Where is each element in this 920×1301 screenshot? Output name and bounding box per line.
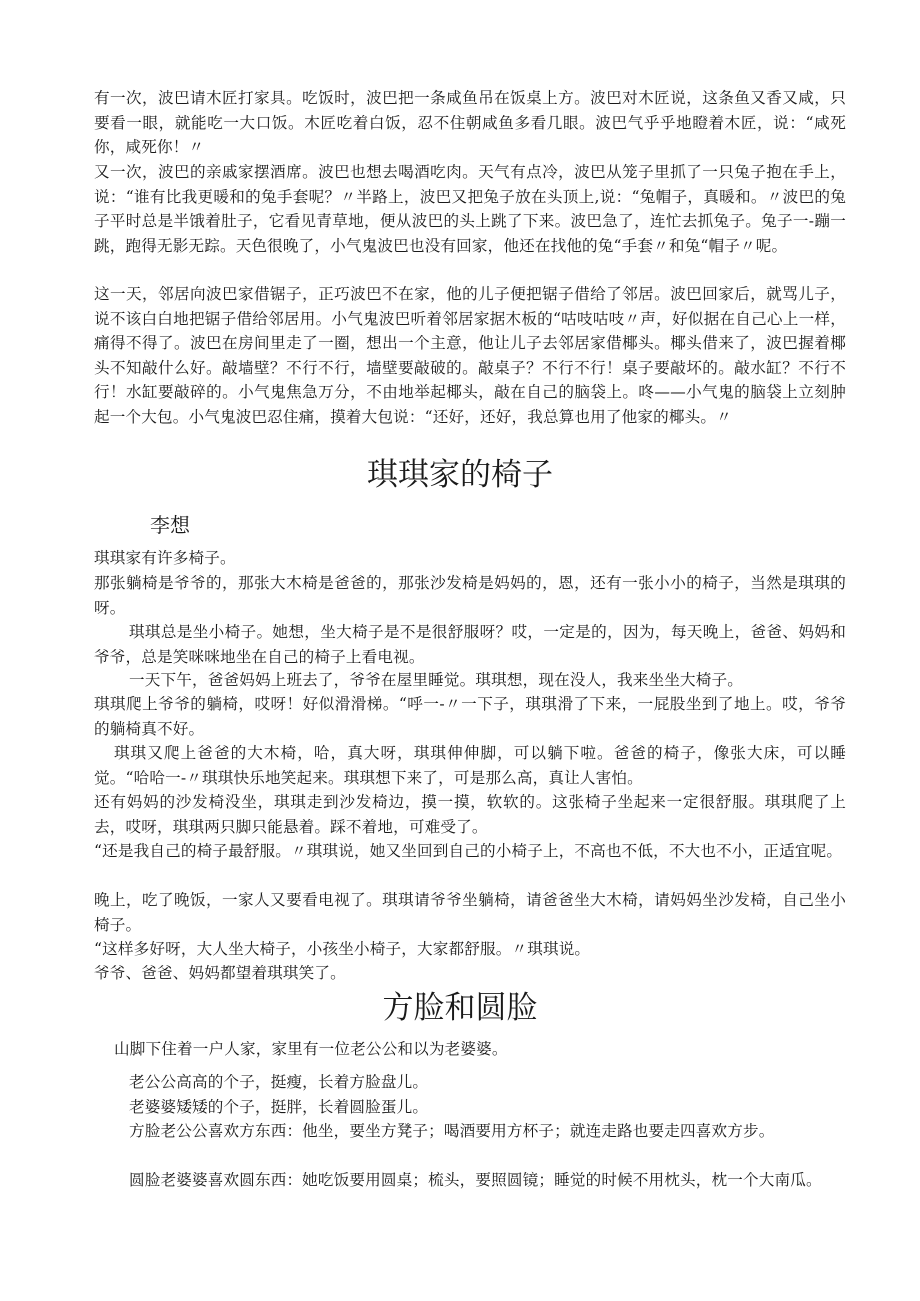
story3-paragraph-5: 圆脸老婆婆喜欢圆东西：她吃饭要用圆桌；梳头，要照圆镜；睡觉的时候不用枕头，枕一个大南瓜。 <box>129 1171 822 1189</box>
story1-paragraph-2: 又一次，波巴的亲戚家摆酒席。波巴也想去喝酒吃肉。天气有点冷，波巴从笼子里抓了一只兔子抱在手上，说：“谁有比我更暖和的兔手套呢？〃半路上，波巴又把兔子放在头顶上,说：“兔帽子，真暖和。〃波巴的兔子平时总是半饿着肚子，它看见青草地，便从波巴的头上跳了下来。波巴急了，连忙去抓兔子。兔子一-蹦一跳，跑得无影无踪。天色很晚了，小气鬼波巴也没有回家，他还在找他的兔“手套〃和兔“帽子〃呢。 <box>94 163 846 255</box>
story2-paragraph-3: 琪琪总是坐小椅子。她想，坐大椅子是不是很舒服呀？哎，一定是的，因为，每天晚上，爸爸、妈妈和爷爷，总是笑咪咪地坐在自己的椅子上看电视。 <box>94 623 846 666</box>
story2-paragraph-11: 爷爷、爸爸、妈妈都望着琪琪笑了。 <box>94 964 346 982</box>
story2-paragraph-6: 琪琪又爬上爸爸的大木椅，哈，真大呀，琪琪伸伸脚，可以躺下啦。爸爸的椅子，像张大床，可以睡觉。“哈哈一-〃琪琪快乐地笑起来。琪琪想下来了，可是那么高，真让人害怕。 <box>94 744 846 787</box>
story2-paragraph-7: 还有妈妈的沙发椅没坐，琪琪走到沙发椅边，摸一摸，软软的。这张椅子坐起来一定很舒服。琪琪爬了上去，哎呀，琪琪两只脚只能悬着。踩不着地，可难受了。 <box>94 793 846 836</box>
story3-paragraph-3: 老婆婆矮矮的个子，挺胖，长着圆脸蛋儿。 <box>129 1098 429 1116</box>
story2-paragraph-10: “这样多好呀，大人坐大椅子，小孩坐小椅子，大家都舒服。〃琪琪说。 <box>94 940 591 958</box>
story2-paragraph-8: “还是我自己的椅子最舒服。〃琪琪说，她又坐回到自己的小椅子上，不高也不低，不大也不小，正适宜呢。 <box>94 842 843 860</box>
story2-paragraph-2: 那张躺椅是爷爷的，那张大木椅是爸爸的，那张沙发椅是妈妈的，恩，还有一张小小的椅子，当然是琪琪的呀。 <box>94 574 846 617</box>
story3-title: 方脸和圆脸 <box>382 990 538 1026</box>
story2-author: 李想 <box>150 513 190 537</box>
story2-paragraph-1: 琪琪家有许多椅子。 <box>94 549 236 567</box>
story2-paragraph-4: 一天下午，爸爸妈妈上班去了，爷爷在屋里睡觉。琪琪想，现在没人，我来坐坐大椅子。 <box>129 671 744 689</box>
story2-title: 琪琪家的椅子 <box>367 457 553 493</box>
story3-paragraph-1: 山脚下住着一户人家，家里有一位老公公和以为老婆婆。 <box>114 1040 508 1058</box>
story1-paragraph-1: 有一次，波巴请木匠打家具。吃饭时，波巴把一条咸鱼吊在饭桌上方。波巴对木匠说，这条鱼又香又咸，只要看一眼，就能吃一大口饭。木匠吃着白饭，忍不住朝咸鱼多看几眼。波巴气乎乎地瞪着木匠，说：“咸死你，咸死你！〃 <box>94 89 846 157</box>
story3-paragraph-4: 方脸老公公喜欢方东西：他坐，要坐方凳子；喝酒要用方杯子；就连走路也要走四喜欢方步。 <box>129 1122 775 1140</box>
story2-paragraph-9: 晚上，吃了晚饭，一家人又要看电视了。琪琪请爷爷坐躺椅，请爸爸坐大木椅，请妈妈坐沙发椅，自己坐小椅子。 <box>94 891 846 934</box>
story3-paragraph-2: 老公公高高的个子，挺瘦，长着方脸盘儿。 <box>129 1073 429 1091</box>
story1-paragraph-3: 这一天，邻居向波巴家借锯子，正巧波巴不在家，他的儿子便把锯子借给了邻居。波巴回家后，就骂儿子，说不该白白地把锯子借给邻居用。小气鬼波巴听着邻居家据木板的“咕吱咕吱〃声，好似据在自己心上一样，痛得不得了。波巴在房间里走了一圈，想出一个主意，他让儿子去邻居家借椰头。椰头借来了，波巴握着椰头不知敲什么好。敲墙壁？不行不行，墙壁要敲破的。敲桌子？不行不行！桌子要敲坏的。敲水缸？不行不行！水缸要敲碎的。小气鬼焦急万分，不由地举起椰头，敲在自己的脑袋上。咚——小气鬼的脑袋上立刻肿起一个大包。小气鬼波巴忍住痛，摸着大包说：“还好，还好，我总算也用了他家的椰头。〃 <box>94 285 846 426</box>
story2-paragraph-5: 琪琪爬上爷爷的躺椅，哎呀！好似滑滑梯。“呼一-〃一下子，琪琪滑了下来，一屁股坐到了地上。哎，爷爷的躺椅真不好。 <box>94 695 846 738</box>
